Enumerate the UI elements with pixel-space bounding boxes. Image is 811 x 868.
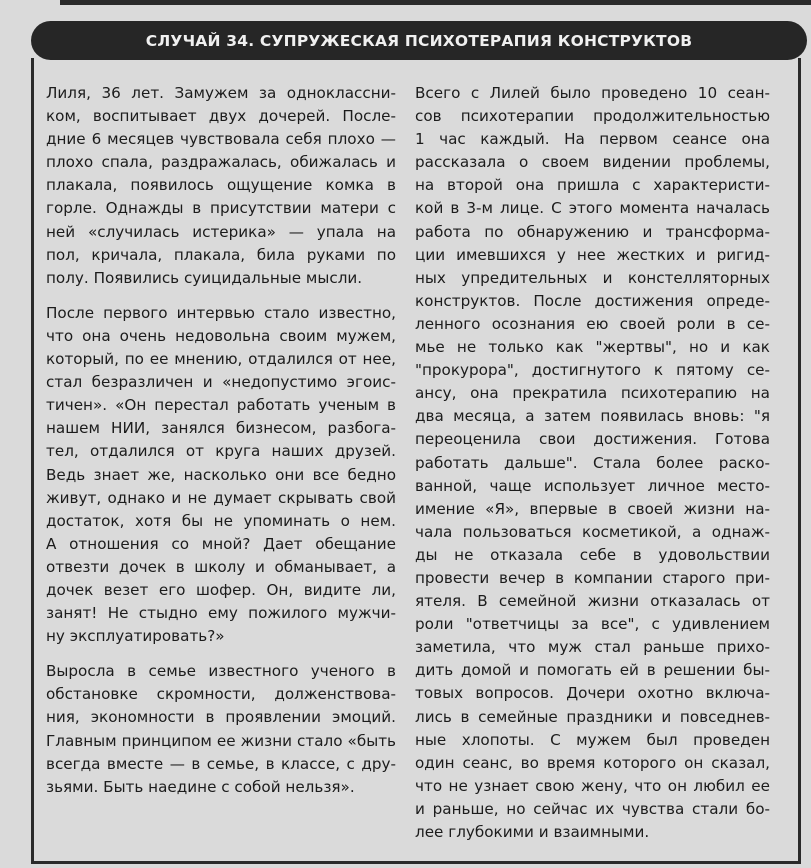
text-line: мье не только как "жертвы", но и как (415, 338, 770, 357)
text-line: ятеля. В семейной жизни отказалась от (415, 592, 770, 611)
text-line: тел, отдалился от круга наших друзей. (46, 442, 396, 461)
text-line: ды не отказала себе в удовольствии (415, 545, 770, 564)
paragraph (46, 82, 396, 290)
text-line: дить домой и помогать ей в решении бы- (415, 661, 770, 680)
text-line: ленного осознания ею своей роли в се- (415, 314, 770, 333)
text-line: пол, кричала, плакала, била руками по (46, 245, 396, 264)
text-line: конструктов. После достижения опреде- (415, 291, 770, 310)
text-line: сов психотерапии продолжительностью (415, 107, 770, 126)
text-line: ных упредительных и констелляторных (415, 268, 770, 287)
text-line: и раньше, но сейчас их чувства стали бо- (415, 799, 770, 818)
text-line: полу. Появились суицидальные мысли. (46, 268, 363, 287)
text-line: ней «случилась истерика» — упала на (46, 222, 396, 241)
text-line: горле. Однажды в присутствии матери с (46, 199, 396, 218)
text-line: ванной, чаще использует личное место- (415, 476, 770, 495)
text-line: отвезти дочек в школу и обманывает, а (46, 557, 396, 576)
text-line: плохо спала, раздражалась, обижалась и (46, 153, 396, 172)
text-line: нашем НИИ, занялся бизнесом, разбога- (46, 419, 396, 438)
text-line: обстановке скромности, долженствова- (46, 685, 396, 704)
text-line: ния, экономности в проявлении эмоций. (46, 708, 396, 727)
text-line: ну эксплуатировать?» (46, 627, 225, 646)
text-line: провести вечер в компании старого при- (415, 568, 770, 587)
text-line: что она очень недовольна своим мужем, (46, 326, 396, 345)
text-line: Всего с Лилей было проведено 10 сеан- (415, 84, 770, 102)
text-line: "прокурора", достигнутого к пятому се- (415, 361, 770, 380)
text-line: имение «Я», впервые в своей жизни на- (415, 499, 770, 518)
text-line: После первого интервью стало известно, (46, 303, 396, 322)
text-line: кой в 3-м лице. С этого момента началась (415, 199, 770, 218)
case-banner (31, 21, 807, 60)
text-line: заметила, что муж стал раньше прихо- (415, 638, 770, 657)
text-line: работать дальше". Стала более раско- (415, 453, 770, 472)
text-line: занят! Не стыдно ему пожилого мужчи- (46, 604, 396, 623)
paragraph (46, 302, 396, 648)
text-line: достаток, хотя бы не упоминать о нем. (46, 511, 396, 530)
text-line: на второй она пришла с характеристи- (415, 176, 770, 195)
text-line: зьями. Быть наедине с собой нельзя». (46, 777, 355, 796)
text-line: всегда вместе — в семье, в классе, с дру- (46, 754, 396, 773)
text-line: живут, однако и не думает скрывать свой (46, 488, 396, 507)
text-line: переоценила свои достижения. Готова (415, 430, 770, 449)
text-line: два месяца, а затем появилась вновь: "я (415, 407, 770, 426)
text-line: ком, воспитывает двух дочерей. После- (46, 107, 396, 126)
text-line: ансу, она прекратила психотерапию на (415, 384, 770, 403)
text-line: чала пользоваться косметикой, а однаж- (415, 522, 770, 541)
text-line: рассказала о своем видении проблемы, (415, 153, 770, 172)
top-rule (60, 0, 811, 5)
text-line: Лиля, 36 лет. Замужем за одноклассни- (46, 84, 396, 102)
text-line: А отношения со мной? Дает обещание (46, 534, 396, 553)
text-line: стал безразличен и «недопустимо эгоис- (46, 373, 396, 392)
text-line: тичен». «Он перестал работать ученым в (46, 396, 396, 415)
text-line: дние 6 месяцев чувствовала себя плохо — (46, 130, 396, 149)
case-title: СЛУЧАЙ 34. СУПРУЖЕСКАЯ ПСИХОТЕРАПИЯ КОНСТРУКТОВ (145, 31, 693, 50)
paragraph (415, 82, 770, 844)
text-line: Ведь знает же, насколько они все бедно (46, 465, 396, 484)
text-line: ные хлопоты. С мужем был проведен (415, 730, 770, 749)
text-line: роли "ответчицы за все", с удивлением (415, 615, 770, 634)
text-line: 1 час каждый. На первом сеансе она (415, 130, 770, 149)
text-line: ции имевшихся у нее жестких и ригид- (415, 245, 770, 264)
text-line: один сеанс, во время которого он сказал, (415, 753, 770, 772)
text-line: плакала, появилось ощущение комка в (46, 176, 396, 195)
text-line: лись в семейные праздники и повседнев- (415, 707, 770, 726)
text-line: Выросла в семье известного ученого в (46, 662, 396, 681)
right-column (415, 82, 770, 856)
text-line: который, по ее мнению, отдалился от нее, (46, 350, 396, 369)
text-line: работа по обнаружению и трансформа- (415, 222, 770, 241)
left-column (46, 82, 396, 811)
paragraph (46, 660, 396, 799)
text-line: что не узнает свою жену, что он любил ее (415, 776, 770, 795)
text-line: Главным принципом ее жизни стало «быть (46, 731, 396, 750)
text-line: дочек везет его шофер. Он, видите ли, (46, 580, 396, 599)
text-line: товых вопросов. Дочери охотно включа- (415, 684, 770, 703)
text-line: лее глубокими и взаимными. (415, 823, 650, 841)
